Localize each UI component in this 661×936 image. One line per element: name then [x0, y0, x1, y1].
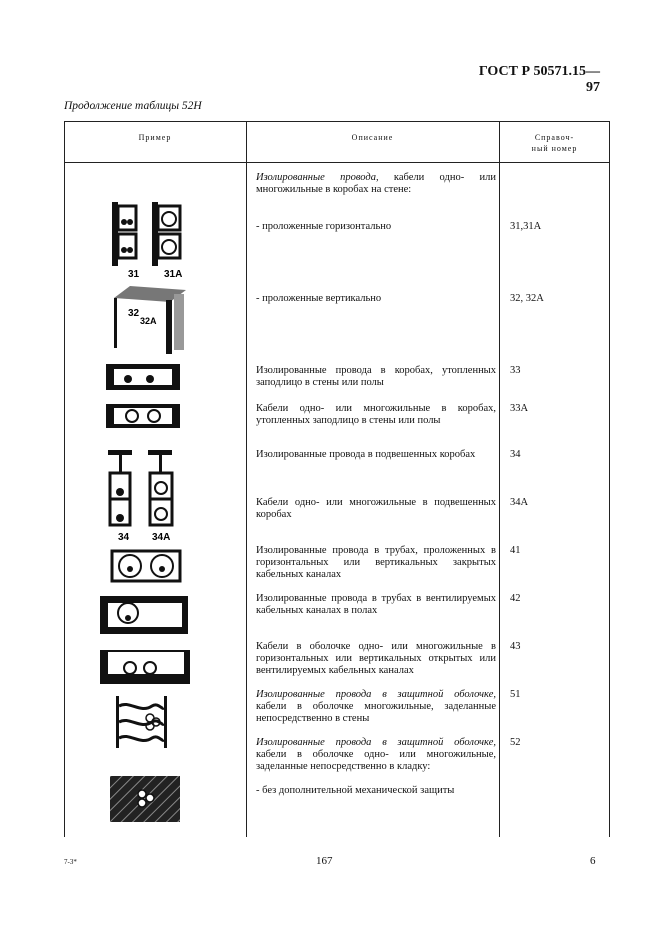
figure-label-32a: 32A	[140, 316, 157, 326]
figure-label-34: 34	[118, 532, 130, 543]
row-ref-52: 52	[510, 737, 521, 748]
footer-right-mark: 6	[590, 855, 596, 867]
row-desc-34a: Кабели одно- или многожильные в подвешенных коробах	[256, 497, 496, 520]
figure-label-32: 32	[128, 308, 140, 319]
figure-42-conduit-floor-channel-icon	[100, 596, 190, 636]
figure-32-trunking-vertical-icon	[108, 284, 194, 356]
row-ref-51: 51	[510, 689, 521, 700]
figure-52-direct-in-masonry-icon	[110, 776, 182, 824]
row-ref-42: 42	[510, 593, 521, 604]
row-desc-32: - проложенные вертикально	[256, 293, 382, 304]
row-desc-52-sub: - без дополнительной механической защиты	[256, 785, 455, 796]
row-desc-51: Изолированные провода в защитной оболочке, кабели в оболочке многожильные, заделанные непосредственно в стены	[256, 689, 496, 724]
footer-left-mark: 7-3*	[64, 858, 77, 866]
figure-label-31: 31	[128, 269, 140, 280]
header-divider	[64, 162, 610, 163]
row-desc-34: Изолированные провода в подвешенных коробах	[256, 449, 476, 460]
row-ref-43: 43	[510, 641, 521, 652]
figure-label-31a: 31A	[164, 269, 183, 280]
row-desc-intro: Изолированные провода, кабели одно- или многожильные в коробах на стене:	[256, 172, 496, 195]
page-number: 167	[316, 855, 333, 867]
figure-51-direct-in-wall-icon	[112, 696, 176, 750]
row-ref-34: 34	[510, 449, 521, 460]
column-divider-2	[499, 121, 500, 837]
column-divider-1	[246, 121, 247, 837]
figure-label-34a: 34A	[152, 532, 171, 543]
row-ref-33: 33	[510, 365, 521, 376]
row-ref-31: 31,31A	[510, 221, 542, 232]
row-desc-52: Изолированные провода в защитной оболочке, кабели в оболочке одно- или многожильные, заделанные непосредственно в кладку:	[256, 737, 496, 772]
row-ref-33a: 33A	[510, 403, 529, 414]
row-desc-33a: Кабели одно- или многожильные в коробах, утопленных заподлицо в стены или полы	[256, 403, 496, 426]
row-desc-41: Изолированные провода в трубах, проложенных в горизонтальных или вертикальных закрытых кабельных каналах	[256, 545, 496, 580]
row-desc-42: Изолированные провода в трубах в вентилируемых кабельных каналах в полах	[256, 593, 496, 616]
col-header-description: Описание	[351, 133, 394, 142]
row-ref-34a: 34A	[510, 497, 529, 508]
figure-43-open-cable-channel-icon	[100, 650, 192, 686]
figure-34-suspended-trunking-icon	[106, 446, 182, 542]
figure-41-conduit-closed-channel-icon	[110, 549, 184, 583]
figure-31-trunking-horizontal-icon	[104, 200, 194, 280]
row-desc-33: Изолированные провода в коробах, утопленных заподлицо в стены или полы	[256, 365, 496, 388]
standard-number: ГОСТ Р 50571.15—97	[478, 64, 600, 95]
row-desc-31: - проложенные горизонтально	[256, 221, 392, 232]
col-header-example: Пример	[138, 133, 172, 142]
col-header-reference: Справоч- ный номер	[531, 133, 578, 153]
figure-33-flush-trunking-icon	[106, 364, 182, 392]
figure-33a-flush-trunking-cables-icon	[106, 404, 182, 430]
table-continuation-caption: Продолжение таблицы 52Н	[64, 100, 202, 112]
row-ref-41: 41	[510, 545, 521, 556]
row-desc-43: Кабели в оболочке одно- или многожильные в горизонтальных или вертикальных открытых или вентилируемых кабельных каналах	[256, 641, 496, 676]
row-ref-32: 32, 32A	[510, 293, 544, 304]
